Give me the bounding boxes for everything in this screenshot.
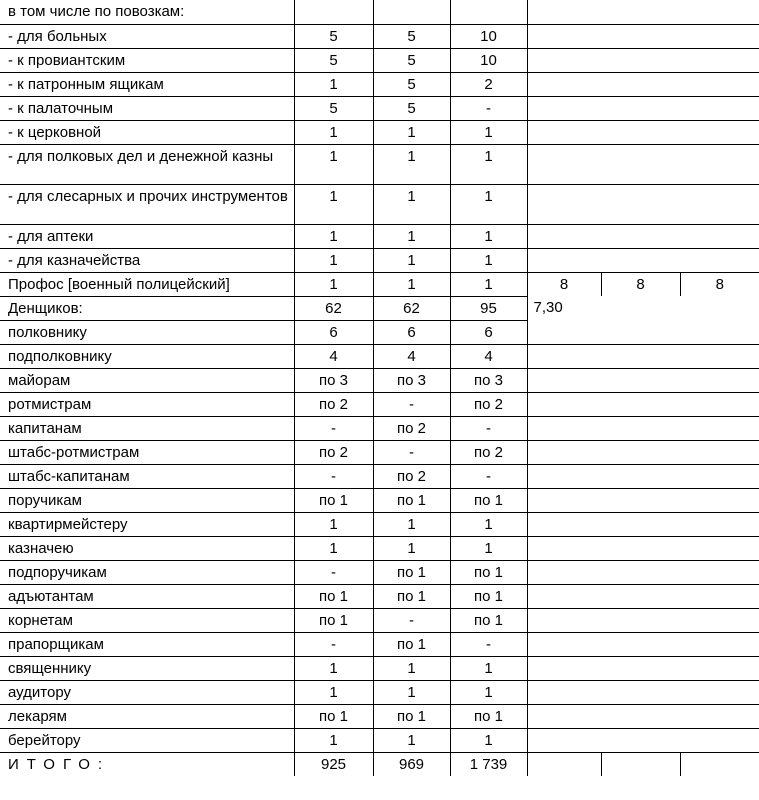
table-row: [0, 416, 759, 440]
table-row: [0, 584, 759, 608]
table-row: [0, 632, 759, 656]
value-cell-3: 1: [450, 656, 527, 680]
empty-cell: [527, 704, 759, 728]
row-label: - к церковной: [0, 120, 294, 144]
value-cell-1: -: [294, 560, 373, 584]
empty-cell: [527, 344, 759, 368]
value-cell-1: 1: [294, 120, 373, 144]
value-cell-1: по 2: [294, 440, 373, 464]
value-cell-2: 1: [373, 272, 450, 296]
empty-cell: [527, 632, 759, 656]
extra-value-cell-1: 8: [527, 272, 601, 296]
table-row: [0, 320, 759, 344]
value-cell-2: 1: [373, 120, 450, 144]
total-row: [0, 752, 759, 776]
value-cell-3: 1: [450, 144, 527, 184]
empty-cell: [527, 560, 759, 584]
value-cell-2: по 1: [373, 488, 450, 512]
empty-cell: [527, 512, 759, 536]
extra-value-cell-2: 8: [601, 272, 680, 296]
empty-cell: [527, 584, 759, 608]
row-label: - для казначейства: [0, 248, 294, 272]
total-value-cell-1: 925: [294, 752, 373, 776]
value-cell-2: 5: [373, 48, 450, 72]
value-cell-2: 1: [373, 224, 450, 248]
row-label: подпоручикам: [0, 560, 294, 584]
value-cell-2: 1: [373, 512, 450, 536]
row-label: - к провиантским: [0, 48, 294, 72]
value-cell-2: по 1: [373, 632, 450, 656]
empty-cell: [527, 24, 759, 48]
value-cell-3: -: [450, 632, 527, 656]
value-cell-3: по 2: [450, 440, 527, 464]
row-label: лекарям: [0, 704, 294, 728]
row-label: майорам: [0, 368, 294, 392]
table-row: [0, 120, 759, 144]
row-label: - для слесарных и прочих инструментов: [0, 184, 294, 224]
value-cell-3: -: [450, 464, 527, 488]
row-label: Профос [военный полицейский]: [0, 272, 294, 296]
value-cell-1: 1: [294, 512, 373, 536]
value-cell-1: -: [294, 416, 373, 440]
value-cell-3: 2: [450, 72, 527, 96]
value-cell-1: 4: [294, 344, 373, 368]
value-cell-1: 1: [294, 680, 373, 704]
row-label: Денщиков:: [0, 296, 294, 320]
total-label: ИТОГО:: [0, 752, 294, 776]
value-cell-3: 1: [450, 248, 527, 272]
value-cell-3: по 1: [450, 608, 527, 632]
row-label: берейтору: [0, 728, 294, 752]
value-cell-2: 5: [373, 72, 450, 96]
value-cell-3: 1: [450, 536, 527, 560]
value-cell-1: по 2: [294, 392, 373, 416]
empty-cell: [527, 488, 759, 512]
table-row: [0, 144, 759, 184]
empty-cell: [527, 72, 759, 96]
value-cell-1: по 3: [294, 368, 373, 392]
empty-cell: [527, 440, 759, 464]
value-cell-2: по 3: [373, 368, 450, 392]
table-row: [0, 368, 759, 392]
value-cell-3: 6: [450, 320, 527, 344]
value-cell-1: 1: [294, 72, 373, 96]
table-row: [0, 184, 759, 224]
value-cell-3: по 1: [450, 560, 527, 584]
table-row: [0, 440, 759, 464]
value-cell-2: -: [373, 392, 450, 416]
value-cell-1: 1: [294, 656, 373, 680]
value-cell-1: 1: [294, 728, 373, 752]
value-cell-2: 6: [373, 320, 450, 344]
table-row: [0, 272, 759, 296]
value-cell-1: 5: [294, 24, 373, 48]
table-row: [0, 464, 759, 488]
value-cell-3: 95: [450, 296, 527, 320]
row-label: ротмистрам: [0, 392, 294, 416]
value-cell-2: 4: [373, 344, 450, 368]
value-cell-2: 62: [373, 296, 450, 320]
value-cell-3: 1: [450, 728, 527, 752]
total-value-cell-3: 1 739: [450, 752, 527, 776]
value-cell-3: 1: [450, 680, 527, 704]
row-label: штабс-ротмистрам: [0, 440, 294, 464]
empty-cell: [527, 392, 759, 416]
value-cell-1: 5: [294, 48, 373, 72]
value-cell-2: 1: [373, 728, 450, 752]
value-cell-2: 1: [373, 184, 450, 224]
value-cell-3: 10: [450, 24, 527, 48]
value-cell-2: по 2: [373, 416, 450, 440]
value-cell-3: по 1: [450, 584, 527, 608]
table-row: [0, 248, 759, 272]
row-label: - к палаточным: [0, 96, 294, 120]
value-cell-3: 10: [450, 48, 527, 72]
value-cell-3: 1: [450, 224, 527, 248]
value-cell-2: по 1: [373, 584, 450, 608]
empty-cell: [527, 120, 759, 144]
value-cell-2: 1: [373, 248, 450, 272]
value-cell-3: -: [450, 96, 527, 120]
row-label: в том числе по повозкам:: [0, 0, 294, 24]
value-cell-1: 5: [294, 96, 373, 120]
value-cell-2: -: [373, 440, 450, 464]
total-value-cell-2: 969: [373, 752, 450, 776]
value-cell-2: -: [373, 608, 450, 632]
empty-cell: [527, 144, 759, 184]
table-row: [0, 608, 759, 632]
empty-cell: [527, 368, 759, 392]
value-cell-1: 62: [294, 296, 373, 320]
row-label: штабс-капитанам: [0, 464, 294, 488]
total-extra-cell-2: [601, 752, 680, 776]
table-row: [0, 0, 759, 24]
value-cell-1: 1: [294, 248, 373, 272]
value-cell-3: 1: [450, 120, 527, 144]
value-cell-1: по 1: [294, 704, 373, 728]
value-cell-1: по 1: [294, 488, 373, 512]
value-cell-3: 1: [450, 272, 527, 296]
table-row: [0, 680, 759, 704]
row-label: подполковнику: [0, 344, 294, 368]
table-row: [0, 560, 759, 584]
value-cell-1: -: [294, 464, 373, 488]
value-cell-1: 1: [294, 272, 373, 296]
extra-value-cell-3: 8: [680, 272, 759, 296]
empty-cell: [527, 320, 759, 344]
table-row: [0, 512, 759, 536]
empty-cell: [527, 96, 759, 120]
value-cell-3: по 1: [450, 704, 527, 728]
value-cell-1: по 1: [294, 584, 373, 608]
empty-cell: [527, 536, 759, 560]
table-row: [0, 488, 759, 512]
value-cell-2: 1: [373, 656, 450, 680]
row-label: прапорщикам: [0, 632, 294, 656]
row-label: полковнику: [0, 320, 294, 344]
row-label: адъютантам: [0, 584, 294, 608]
value-cell-3: 4: [450, 344, 527, 368]
row-label: поручикам: [0, 488, 294, 512]
table-row: [0, 224, 759, 248]
value-cell-1: 1: [294, 224, 373, 248]
empty-cell: [527, 656, 759, 680]
table-row: [0, 656, 759, 680]
empty-cell: [527, 680, 759, 704]
extra-value-cell: 7,30: [527, 296, 759, 320]
empty-cell: [527, 248, 759, 272]
value-cell-1: [294, 0, 373, 24]
empty-cell: [527, 224, 759, 248]
table-row: [0, 296, 759, 320]
value-cell-2: 1: [373, 536, 450, 560]
value-cell-2: 5: [373, 96, 450, 120]
value-cell-3: по 1: [450, 488, 527, 512]
row-label: - для больных: [0, 24, 294, 48]
table-row: [0, 72, 759, 96]
value-cell-3: -: [450, 416, 527, 440]
row-label: - для аптеки: [0, 224, 294, 248]
table-row: [0, 48, 759, 72]
value-cell-3: [450, 0, 527, 24]
table-row: [0, 344, 759, 368]
value-cell-2: [373, 0, 450, 24]
value-cell-2: 1: [373, 144, 450, 184]
row-label: капитанам: [0, 416, 294, 440]
empty-cell: [527, 48, 759, 72]
value-cell-3: 1: [450, 512, 527, 536]
value-cell-1: 1: [294, 144, 373, 184]
empty-cell: [527, 464, 759, 488]
table-row: [0, 96, 759, 120]
value-cell-1: по 1: [294, 608, 373, 632]
table-row: [0, 24, 759, 48]
row-label: аудитору: [0, 680, 294, 704]
empty-cell: [527, 608, 759, 632]
value-cell-1: 6: [294, 320, 373, 344]
table-row: [0, 392, 759, 416]
value-cell-1: 1: [294, 536, 373, 560]
row-label: корнетам: [0, 608, 294, 632]
empty-cell: [527, 416, 759, 440]
empty-cell: [527, 0, 759, 24]
value-cell-1: -: [294, 632, 373, 656]
value-cell-1: 1: [294, 184, 373, 224]
table-row: [0, 728, 759, 752]
empty-cell: [527, 728, 759, 752]
empty-cell: [527, 184, 759, 224]
value-cell-2: по 2: [373, 464, 450, 488]
value-cell-2: 5: [373, 24, 450, 48]
total-extra-cell-3: [680, 752, 759, 776]
total-extra-cell-1: [527, 752, 601, 776]
row-label: квартирмейстеру: [0, 512, 294, 536]
table-row: [0, 704, 759, 728]
value-cell-3: по 3: [450, 368, 527, 392]
value-cell-2: по 1: [373, 560, 450, 584]
row-label: казначею: [0, 536, 294, 560]
value-cell-3: по 2: [450, 392, 527, 416]
table-row: [0, 536, 759, 560]
value-cell-3: 1: [450, 184, 527, 224]
row-label: священнику: [0, 656, 294, 680]
value-cell-2: по 1: [373, 704, 450, 728]
row-label: - для полковых дел и денежной казны: [0, 144, 294, 184]
value-cell-2: 1: [373, 680, 450, 704]
row-label: - к патронным ящикам: [0, 72, 294, 96]
